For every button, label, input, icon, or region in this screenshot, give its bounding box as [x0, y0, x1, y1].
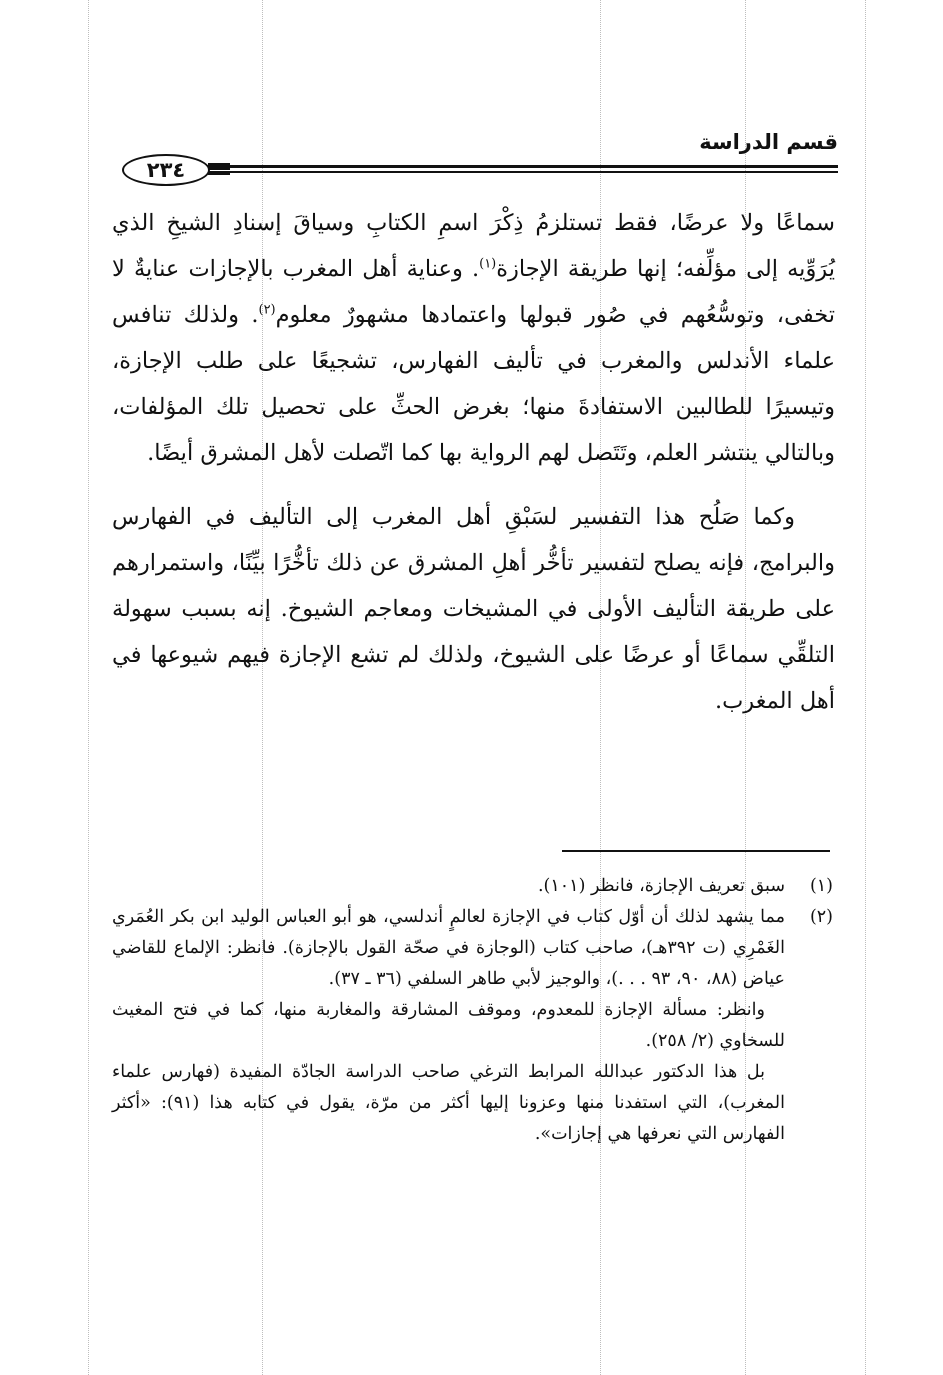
footnote-ref: (١)	[479, 256, 497, 272]
footnote-text: سبق تعريف الإجازة، فانظر (١٠١).	[537, 876, 785, 896]
footnote-text: مما يشهد لذلك أن أوّل كتاب في الإجازة لعالمٍ أندلسي، هو أبو العباس الوليد ابن بكر العُمَري الغَمْرِي (ت ٣٩٢هـ)، صاحب كتاب (الوجازة في صحّة القول بالإجازة). فانظر: الإلماع للقاضي عياض (٨٨، ٩٠، ٩٣ . . .)، والوجيز لأبي طاهر السلفي (٣٦ ـ ٣٧).	[112, 907, 785, 989]
section-title: قسم الدراسة	[699, 130, 838, 154]
footnote-number: (١)	[809, 876, 833, 896]
header-rule	[205, 165, 838, 168]
scan-guide-line	[88, 0, 89, 1375]
badge-lines	[208, 163, 230, 178]
footnote-number: (٢)	[809, 907, 833, 927]
page-header	[110, 128, 838, 188]
header-rule	[205, 171, 838, 173]
paragraph-text: . وعناية أهل المغرب بالإجازات عنايةٌ لا تخفى، وتوسُّعُهم في صُور قبولها واعتمادها مشهورٌ معلوم	[112, 256, 835, 328]
page-number: ٢٣٤	[122, 154, 210, 186]
footnote	[112, 871, 833, 902]
footnote-continuation: بل هذا الدكتور عبدالله المرابط الترغي صاحب الدراسة الجادّة المفيدة (فهارس علماء المغرب)، التي استفدنا منها وعزونا إليها أكثر من مرّة، يقول في كتابه هذا (٩١): «أكثر الفهارس التي نعرفها هي إجازات».	[112, 1062, 785, 1144]
page-number-badge	[110, 152, 228, 188]
footnote-ref: (٢)	[258, 302, 276, 318]
scan-guide-line	[865, 0, 866, 1375]
footnote-continuation: وانظر: مسألة الإجازة للمعدوم، وموقف المشارقة والمغاربة منها، كما في فتح المغيث للسخاوي (٢/ ٢٥٨).	[112, 1000, 785, 1051]
paragraph: وكما صَلُح هذا التفسير لسَبْقِ أهل المغرب إلى التأليف في الفهارس والبرامج، فإنه يصلح لتفسير تأخُّر أهلِ المشرق عن ذلك تأخُّرًا بيِّنًا، واستمرارهم على طريقة التأليف الأولى في المشيخات ومعاجم الشيوخ. إنه بسبب سهولة التلقِّي سماعًا أو عرضًا على الشيوخ، ولذلك لم تشع الإجازة فيهم شيوعها في أهل المغرب.	[112, 504, 835, 714]
main-text	[112, 200, 835, 724]
footnotes	[112, 871, 833, 1150]
paragraph	[112, 200, 835, 476]
paragraph-text: . ولذلك تنافس علماء الأندلس والمغرب في تأليف الفهارس، تشجيعًا على طلب الإجازة، وتيسيرًا للطالبين الاستفادةَ منها؛ بغرض الحثِّ على تحصيل تلك المؤلفات، وبالتالي ينتشر العلم، وتَتَصل لهم الرواية بها كما اتّصلت لأهل المشرق أيضًا.	[112, 302, 835, 466]
footnote-separator	[562, 850, 830, 852]
footnote	[112, 902, 833, 995]
paragraph-text: سماعًا ولا عرضًا، فقط تستلزمُ ذِكْرَ اسمِ الكتابِ وسياقَ إسنادِ الشيخِ الذي يُرَوِّيه إلى مؤلِّفه؛ إنها طريقة الإجازة	[112, 210, 835, 282]
